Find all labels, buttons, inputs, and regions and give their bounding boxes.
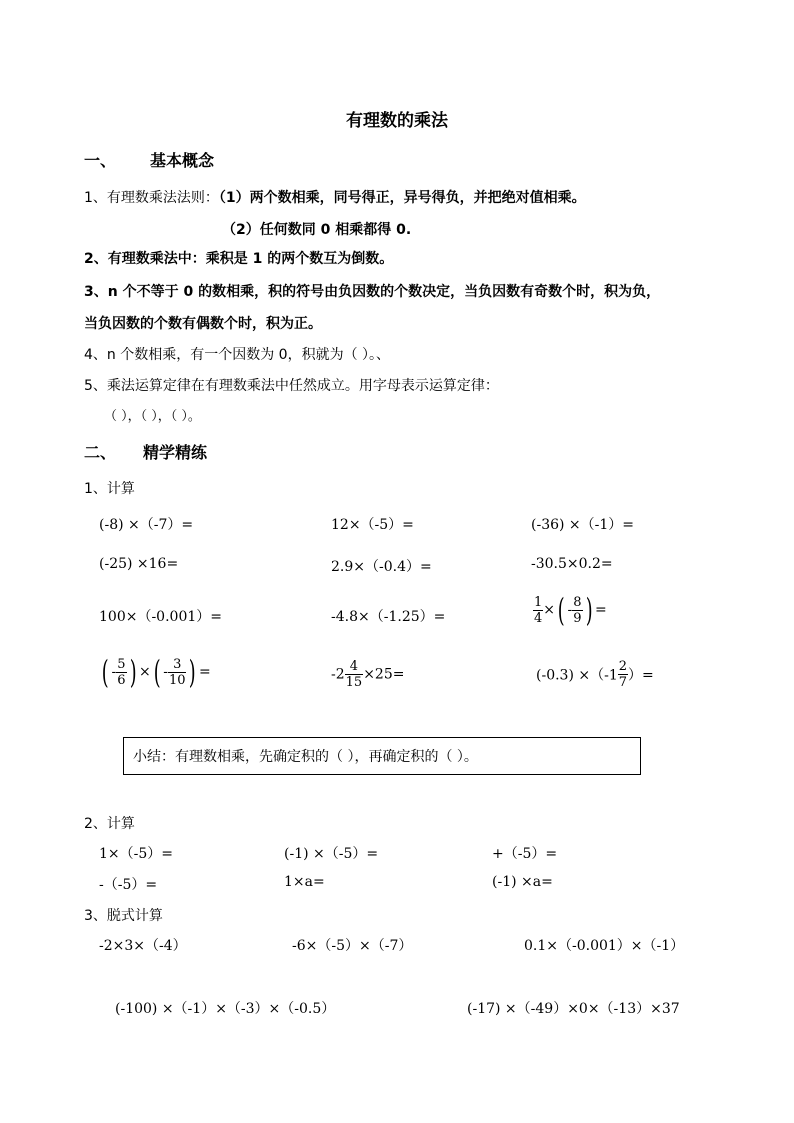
section1-title: 基本概念	[150, 151, 215, 170]
concept-4: 4、n 个数相乘，有一个因数为 0，积就为（ ）。、	[84, 347, 391, 363]
q3-r1c3: 0.1×（-0.001）×（-1）	[524, 938, 685, 954]
left-paren: (	[557, 591, 565, 629]
expression-tail: ×25=	[363, 666, 405, 683]
q1-frac-a	[533, 592, 607, 628]
fraction	[618, 659, 628, 690]
concept-5-blanks: （ ），（ ），（ ）。	[104, 409, 201, 424]
q1-r1c3: (-36) ×（-1）=	[531, 517, 635, 533]
q1-r2c1: (-25) ×16=	[99, 556, 179, 572]
fraction	[572, 595, 582, 626]
denominator: 10	[168, 672, 186, 688]
q3-r1c2: -6×（-5）×（-7）	[292, 938, 413, 954]
fraction	[116, 657, 126, 688]
concept-5: 5、乘法运算定律在有理数乘法中任然成立。用字母表示运算定律：	[84, 378, 499, 394]
summary-text: 小结：有理数相乘，先确定积的（ ），再确定积的（ ）。	[133, 749, 478, 765]
q2-r2c1: -（-5）=	[99, 877, 158, 893]
q2-r2c2: 1×a=	[284, 874, 325, 890]
denominator: 7	[618, 675, 628, 690]
section2-title: 精学精练	[143, 443, 208, 462]
q1-frac-c	[331, 659, 404, 690]
numerator: 4	[345, 659, 364, 675]
q2-r1c1: 1×（-5）=	[99, 846, 174, 862]
right-paren: )	[189, 653, 197, 691]
numerator: 8	[573, 594, 582, 610]
left-paren: (	[153, 653, 161, 691]
expression-tail: ）=	[628, 667, 654, 684]
section1-number: 一、	[84, 151, 117, 170]
concept-2: 2、有理数乘法中：乘积是 1 的两个数互为倒数。	[84, 251, 394, 267]
concept-1	[84, 187, 586, 207]
concept-1b: （2）任何数同 0 相乘都得 0.	[222, 222, 412, 238]
q2-r1c2: (-1) ×（-5）=	[284, 846, 379, 862]
concept-3b: 当负因数的个数有偶数个时，积为正。	[84, 316, 322, 332]
denominator: 6	[117, 672, 126, 688]
numerator: 3	[168, 657, 187, 673]
q2-r1c3: +（-5）=	[492, 846, 558, 862]
numerator: 1	[534, 594, 543, 610]
denominator: 9	[573, 610, 582, 626]
right-paren: )	[129, 653, 137, 691]
q1-label: 1、计算	[84, 481, 135, 497]
concept-3: 3、n 个不等于 0 的数相乘，积的符号由负因数的个数决定，当负因数有奇数个时，积为负，	[84, 284, 661, 300]
whole-part: -2	[331, 666, 345, 683]
q3-r2c2: (-17) ×（-49）×0×（-13）×37	[467, 1001, 680, 1017]
q1-frac-b	[99, 654, 211, 690]
section2-number: 二、	[84, 443, 117, 462]
expression-head: (-0.3) ×（-1	[536, 667, 618, 684]
q3-label: 3、脱式计算	[84, 908, 163, 924]
left-paren: (	[101, 653, 109, 691]
equals-sign: =	[595, 602, 607, 618]
q1-r3c1: 100×（-0.001）=	[99, 609, 222, 625]
numerator: 5	[117, 656, 126, 672]
minus-sign: -	[567, 602, 573, 618]
minus-sign: -	[163, 664, 168, 680]
fraction	[345, 659, 364, 690]
denominator: 15	[345, 675, 363, 690]
times-sign: ×	[543, 602, 556, 618]
q1-r3c2: -4.8×（-1.25）=	[331, 609, 446, 625]
concept-1-text: （1）两个数相乘，同号得正，异号得负，并把绝对值相乘。	[218, 190, 586, 206]
q2-label: 2、计算	[84, 816, 135, 832]
q1-frac-d	[536, 659, 654, 690]
q3-r2c1: (-100) ×（-1）×（-3）×（-0.5）	[115, 1001, 336, 1017]
q1-r2c3: -30.5×0.2=	[531, 556, 613, 572]
q1-r1c2: 12×（-5）=	[331, 517, 414, 533]
times-sign: ×	[138, 664, 151, 680]
q1-r1c1: (-8) ×（-7）=	[99, 517, 194, 533]
page-title: 有理数的乘法	[346, 111, 448, 131]
q1-r2c2: 2.9×（-0.4）=	[331, 559, 432, 575]
concept-1-prefix: 1、有理数乘法法则：	[84, 190, 219, 206]
equals-sign: =	[198, 664, 211, 680]
fraction	[168, 657, 187, 688]
q3-r1c1: -2×3×（-4）	[99, 938, 187, 954]
denominator: 4	[534, 610, 543, 626]
numerator: 2	[618, 659, 628, 674]
minus-sign: -	[111, 664, 117, 680]
fraction	[533, 595, 543, 626]
right-paren: )	[585, 591, 593, 629]
q2-r2c3: (-1) ×a=	[492, 874, 553, 890]
